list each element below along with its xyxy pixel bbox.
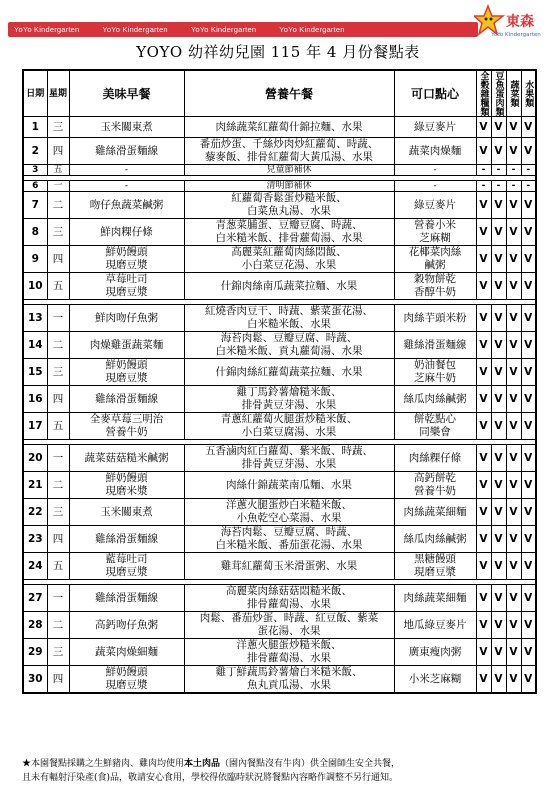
cell-check: V — [506, 273, 521, 300]
cell-check: V — [521, 553, 536, 580]
cell-date: 28 — [23, 612, 47, 639]
cell-breakfast: 玉米關東煮 — [69, 499, 184, 526]
banner-text: YoYo Kindergarten — [102, 25, 168, 34]
cell-breakfast: 玉米關東煮 — [69, 117, 184, 138]
cell-date: 30 — [23, 666, 47, 694]
cell-date: 16 — [23, 386, 47, 413]
cell-check: V — [506, 666, 521, 694]
cell-lunch: 肉絲蔬菜紅蘿蔔什錦拉麵、水果 — [184, 117, 394, 138]
logo-text: 東森 — [506, 14, 534, 30]
cell-check: - — [476, 165, 491, 176]
cell-check: V — [491, 273, 506, 300]
cell-lunch: 雞丁鮮蔬馬鈴薯燴白米糙米飯、 魚丸貢瓜湯、水果 — [184, 666, 394, 694]
cell-breakfast: 蔬菜肉燥細麵 — [69, 639, 184, 666]
table-row — [23, 359, 536, 386]
cell-check: V — [521, 117, 536, 138]
cell-check: V — [506, 305, 521, 332]
cell-weekday: 三 — [47, 219, 69, 246]
cell-check: V — [506, 359, 521, 386]
cell-check: V — [476, 639, 491, 666]
cell-breakfast: 肉燥雞蛋蔬菜麵 — [69, 332, 184, 359]
cell-check: V — [491, 472, 506, 499]
header-fruit: 水果類 — [521, 70, 536, 117]
table-row — [23, 553, 536, 580]
header-grains: 全穀雜糧類 — [476, 70, 491, 117]
cell-lunch: 什錦肉絲紅蘿蔔蔬菜拉麵、水果 — [184, 359, 394, 386]
cell-lunch: 什錦肉絲南瓜蔬菜拉麵、水果 — [184, 273, 394, 300]
cell-date: 3 — [23, 165, 47, 176]
cell-snack: 營養小米 芝麻糊 — [394, 219, 476, 246]
cell-date: 15 — [23, 359, 47, 386]
cell-breakfast: 吻仔魚蔬菜鹹粥 — [69, 192, 184, 219]
table-row — [23, 585, 536, 612]
cell-check: - — [521, 181, 536, 192]
cell-check: V — [521, 585, 536, 612]
cell-check: V — [476, 117, 491, 138]
table-row — [23, 413, 536, 440]
table-row — [23, 499, 536, 526]
cell-snack: 肉絲蔬菜細麵 — [394, 499, 476, 526]
cell-check: V — [491, 666, 506, 694]
cell-check: V — [476, 499, 491, 526]
cell-lunch: 洋蔥火腿蛋炒糙米飯、 排骨蘿蔔湯、水果 — [184, 639, 394, 666]
cell-lunch: 海苔肉鬆、豆瓣豆腐、時蔬、 白米糙米飯、貢丸蘿蔔湯、水果 — [184, 332, 394, 359]
cell-check: V — [476, 553, 491, 580]
cell-weekday: 四 — [47, 138, 69, 165]
table-row — [23, 117, 536, 138]
cell-check: V — [521, 612, 536, 639]
header-banner — [8, 22, 478, 37]
cell-check: V — [476, 526, 491, 553]
banner-text: YoYo Kindergarten — [279, 25, 345, 34]
cell-lunch: 清明節補休 — [184, 181, 394, 192]
footnote-line-2: 且未有輻射汙染產(食)品，敬請安心食用，學校得依臨時狀況將餐點內容略作調整不另行通知。 — [22, 773, 399, 783]
header-snack: 可口點心 — [394, 70, 476, 117]
cell-weekday: 二 — [47, 472, 69, 499]
table-row — [23, 138, 536, 165]
cell-check: V — [491, 246, 506, 273]
cell-weekday: 二 — [47, 332, 69, 359]
cell-check: V — [521, 386, 536, 413]
cell-breakfast: 全麥草莓三明治 營養牛奶 — [69, 413, 184, 440]
cell-date: 24 — [23, 553, 47, 580]
cell-snack: 地瓜綠豆麥片 — [394, 612, 476, 639]
cell-check: V — [521, 526, 536, 553]
cell-date: 1 — [23, 117, 47, 138]
cell-check: - — [521, 165, 536, 176]
cell-weekday: 三 — [47, 359, 69, 386]
cell-breakfast: - — [69, 181, 184, 192]
cell-lunch: 青蔥紅蘿蔔火腿蛋炒糙米飯、 小白菜豆腐湯、水果 — [184, 413, 394, 440]
cell-date: 14 — [23, 332, 47, 359]
cell-check: V — [521, 499, 536, 526]
page-title: YOYO 幼祥幼兒園 115 年 4 月份餐點表 — [136, 43, 420, 61]
cell-weekday: 五 — [47, 413, 69, 440]
cell-check: V — [491, 413, 506, 440]
cell-snack: 花椰菜肉絲 鹹粥 — [394, 246, 476, 273]
cell-check: V — [491, 445, 506, 472]
cell-check: V — [476, 219, 491, 246]
cell-weekday: 四 — [47, 666, 69, 694]
cell-check: V — [506, 499, 521, 526]
cell-lunch: 紅蘿蔔香鬆蛋炒糙米飯、 白菜魚丸湯、水果 — [184, 192, 394, 219]
cell-date: 17 — [23, 413, 47, 440]
cell-check: V — [521, 413, 536, 440]
cell-check: V — [491, 612, 506, 639]
banner-text: YoYo Kindergarten — [14, 25, 80, 34]
cell-check: V — [521, 472, 536, 499]
cell-weekday: 一 — [47, 305, 69, 332]
cell-check: V — [521, 445, 536, 472]
table-row — [23, 332, 536, 359]
cell-snack: 小米芝麻糊 — [394, 666, 476, 694]
header-weekday: 星期 — [47, 70, 69, 117]
cell-weekday: 五 — [47, 165, 69, 176]
cell-breakfast: 雞絲滑蛋麵線 — [69, 585, 184, 612]
cell-check: V — [491, 499, 506, 526]
cell-check: V — [506, 612, 521, 639]
cell-breakfast: 鮮奶饅頭 現磨米漿 — [69, 472, 184, 499]
cell-check: V — [521, 666, 536, 694]
cell-lunch: 肉絲什錦蔬菜南瓜麵、水果 — [184, 472, 394, 499]
footnote-line-1 — [22, 757, 542, 771]
cell-lunch: 洋蔥火腿蛋炒白米糙米飯、 小魚乾空心菜湯、水果 — [184, 499, 394, 526]
cell-check: V — [476, 332, 491, 359]
cell-lunch: 兒童節補休 — [184, 165, 394, 176]
table-row — [23, 165, 536, 176]
cell-check: V — [476, 612, 491, 639]
cell-date: 9 — [23, 246, 47, 273]
cell-weekday: 三 — [47, 117, 69, 138]
cell-check: V — [491, 332, 506, 359]
cell-snack: 肉絲芋頭米粉 — [394, 305, 476, 332]
cell-check: V — [476, 413, 491, 440]
header-vegetables: 蔬菜類 — [506, 70, 521, 117]
cell-breakfast: 鮮奶饅頭 現磨豆漿 — [69, 359, 184, 386]
cell-snack: 穀物餅乾 香醇牛奶 — [394, 273, 476, 300]
footnote-text-c: （園內餐點沒有牛肉）供全園師生安全共餐， — [220, 759, 401, 769]
cell-check: V — [476, 585, 491, 612]
table-row — [23, 472, 536, 499]
cell-snack: 廣東瘦肉粥 — [394, 639, 476, 666]
cell-check: V — [491, 117, 506, 138]
cell-breakfast: - — [69, 165, 184, 176]
cell-check: V — [476, 666, 491, 694]
cell-check: - — [476, 181, 491, 192]
cell-check: V — [491, 192, 506, 219]
cell-check: V — [506, 117, 521, 138]
table-row — [23, 192, 536, 219]
cell-check: V — [476, 359, 491, 386]
cell-date: 22 — [23, 499, 47, 526]
cell-check: V — [491, 138, 506, 165]
cell-date: 8 — [23, 219, 47, 246]
cell-check: V — [476, 445, 491, 472]
cell-check: V — [506, 472, 521, 499]
cell-weekday: 二 — [47, 192, 69, 219]
cell-weekday: 五 — [47, 553, 69, 580]
cell-snack: 絲瓜肉絲鹹粥 — [394, 386, 476, 413]
cell-weekday: 四 — [47, 386, 69, 413]
cell-lunch: 海苔肉鬆、豆瓣豆腐、時蔬、 白米糙米飯、番茄蛋花湯、水果 — [184, 526, 394, 553]
table-row — [23, 246, 536, 273]
cell-check: V — [521, 305, 536, 332]
cell-date: 27 — [23, 585, 47, 612]
cell-check: - — [491, 165, 506, 176]
footnote-text-bold: 本土肉品 — [184, 759, 221, 769]
cell-check: V — [506, 413, 521, 440]
cell-check: V — [506, 585, 521, 612]
cell-weekday: 二 — [47, 612, 69, 639]
cell-check: V — [491, 359, 506, 386]
table-row — [23, 273, 536, 300]
cell-lunch: 雞丁馬鈴薯燴糙米飯、 排骨黃豆芽湯、水果 — [184, 386, 394, 413]
cell-date: 20 — [23, 445, 47, 472]
table-row — [23, 445, 536, 472]
cell-breakfast: 草莓吐司 現磨豆漿 — [69, 273, 184, 300]
cell-weekday: 一 — [47, 445, 69, 472]
cell-check: V — [521, 273, 536, 300]
cell-check: V — [476, 246, 491, 273]
cell-snack: - — [394, 165, 476, 176]
cell-snack: 綠豆麥片 — [394, 117, 476, 138]
table-row — [23, 181, 536, 192]
cell-check: V — [506, 526, 521, 553]
cell-lunch: 紅燒香肉豆干、時蔬、紫菜蛋花湯、 白米糙米飯、水果 — [184, 305, 394, 332]
cell-check: V — [506, 445, 521, 472]
cell-snack: 奶油餐包 芝麻牛奶 — [394, 359, 476, 386]
cell-weekday: 四 — [47, 246, 69, 273]
cell-date: 21 — [23, 472, 47, 499]
cell-weekday: 四 — [47, 526, 69, 553]
cell-check: V — [506, 138, 521, 165]
cell-date: 10 — [23, 273, 47, 300]
cell-date: 7 — [23, 192, 47, 219]
cell-snack: 雞絲滑蛋麵線 — [394, 332, 476, 359]
cell-check: V — [521, 639, 536, 666]
cell-check: V — [506, 639, 521, 666]
table-row — [23, 305, 536, 332]
cell-check: V — [491, 526, 506, 553]
cell-check: V — [491, 305, 506, 332]
cell-breakfast: 藍莓吐司 現磨豆漿 — [69, 553, 184, 580]
cell-snack: 肉絲蔬菜細麵 — [394, 585, 476, 612]
cell-check: V — [506, 386, 521, 413]
cell-check: V — [521, 219, 536, 246]
cell-lunch: 肉鬆、番茄炒蛋、時蔬、紅豆飯、紫菜 蛋花湯、水果 — [184, 612, 394, 639]
cell-breakfast: 雞絲滑蛋麵線 — [69, 526, 184, 553]
header-protein: 豆魚蛋肉類 — [491, 70, 506, 117]
cell-date: 13 — [23, 305, 47, 332]
cell-check: V — [491, 219, 506, 246]
cell-check: V — [521, 138, 536, 165]
cell-check: V — [476, 192, 491, 219]
table-header-row — [23, 70, 536, 117]
header-date: 日期 — [23, 70, 47, 117]
cell-snack: - — [394, 181, 476, 192]
cell-breakfast: 雞絲滑蛋麵線 — [69, 138, 184, 165]
cell-snack: 蔬菜肉燥麵 — [394, 138, 476, 165]
cell-date: 23 — [23, 526, 47, 553]
cell-check: V — [521, 359, 536, 386]
table-row — [23, 612, 536, 639]
cell-check: V — [506, 246, 521, 273]
cell-breakfast: 鮮肉粿仔條 — [69, 219, 184, 246]
cell-weekday: 一 — [47, 585, 69, 612]
cell-check: V — [491, 639, 506, 666]
cell-snack: 肉絲粿仔條 — [394, 445, 476, 472]
cell-date: 29 — [23, 639, 47, 666]
cell-breakfast: 鮮奶饅頭 現磨豆漿 — [69, 246, 184, 273]
logo-subtext: YoYo Kindergarten — [491, 32, 541, 38]
cell-weekday: 五 — [47, 273, 69, 300]
cell-check: V — [506, 332, 521, 359]
cell-check: V — [491, 386, 506, 413]
table-row — [23, 526, 536, 553]
header-lunch: 營養午餐 — [184, 70, 394, 117]
table-row — [23, 639, 536, 666]
cell-breakfast: 鮮奶饅頭 現磨豆漿 — [69, 666, 184, 694]
cell-check: - — [506, 181, 521, 192]
cell-check: V — [506, 192, 521, 219]
cell-check: V — [476, 138, 491, 165]
cell-check: V — [491, 553, 506, 580]
cell-check: - — [506, 165, 521, 176]
cell-snack: 黑糖饅頭 現磨豆漿 — [394, 553, 476, 580]
footnote — [22, 757, 542, 785]
cell-check: V — [476, 472, 491, 499]
table-row — [23, 219, 536, 246]
cell-weekday: 三 — [47, 639, 69, 666]
cell-check: V — [521, 192, 536, 219]
cell-check: V — [491, 585, 506, 612]
cell-check: V — [476, 273, 491, 300]
cell-check: V — [506, 553, 521, 580]
table-row — [23, 386, 536, 413]
cell-date: 2 — [23, 138, 47, 165]
cell-lunch: 青葱菜脯蛋、豆瓣豆腐、時蔬、 白米糙米飯、排骨蘿蔔湯、水果 — [184, 219, 394, 246]
cell-snack: 綠豆麥片 — [394, 192, 476, 219]
cell-date: 6 — [23, 181, 47, 192]
cell-breakfast: 蔬菜菇菇糙米鹹粥 — [69, 445, 184, 472]
meal-table — [22, 69, 537, 694]
cell-snack: 高鈣餅乾 營養牛奶 — [394, 472, 476, 499]
cell-check: V — [476, 386, 491, 413]
table-row — [23, 666, 536, 694]
cell-breakfast: 鮮肉吻仔魚粥 — [69, 305, 184, 332]
cell-check: V — [521, 246, 536, 273]
cell-check: V — [476, 305, 491, 332]
cell-lunch: 雞茸紅蘿蔔玉米滑蛋粥、水果 — [184, 553, 394, 580]
cell-check: V — [506, 219, 521, 246]
cell-lunch: 高麗菜紅蘿蔔肉絲悶飯、 小白菜豆花湯、水果 — [184, 246, 394, 273]
cell-check: - — [491, 181, 506, 192]
cell-breakfast: 雞絲滑蛋麵線 — [69, 386, 184, 413]
cell-snack: 餅乾點心 同樂會 — [394, 413, 476, 440]
banner-text: YoYo Kindergarten — [190, 25, 257, 34]
cell-lunch: 五香滷肉紅白蘿蔔、紫米飯、時蔬、 排骨黃豆芽湯、水果 — [184, 445, 394, 472]
cell-weekday: 三 — [47, 499, 69, 526]
footnote-text-a: ★本園餐點採購之生鮮豬肉、雞肉均使用 — [22, 759, 185, 769]
cell-lunch: 番茄炒蛋、千絲炒肉炒紅蘿蔔、時蔬、 藜麥飯、排骨紅蘿蔔大黃瓜湯、水果 — [184, 138, 394, 165]
header-breakfast: 美味早餐 — [69, 70, 184, 117]
cell-check: V — [521, 332, 536, 359]
cell-lunch: 高麗菜肉絲菇菇悶糙米飯、 排骨蘿蔔湯、水果 — [184, 585, 394, 612]
cell-snack: 絲瓜肉絲鹹粥 — [394, 526, 476, 553]
cell-breakfast: 高鈣吻仔魚粥 — [69, 612, 184, 639]
cell-weekday: 一 — [47, 181, 69, 192]
